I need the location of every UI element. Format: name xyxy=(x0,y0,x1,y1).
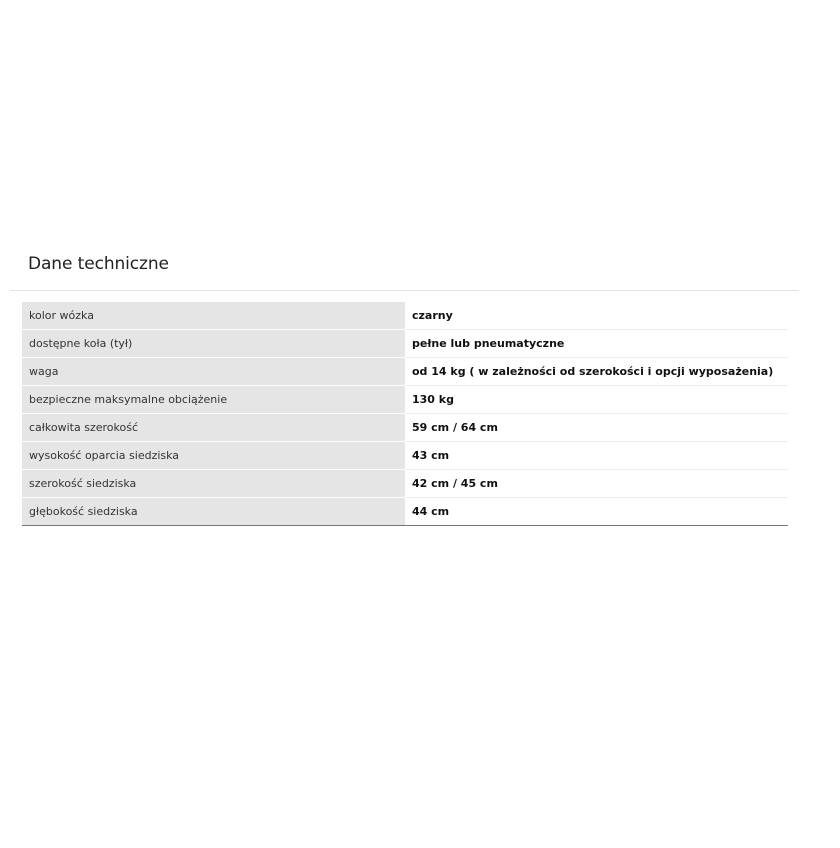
spec-value: pełne lub pneumatyczne xyxy=(405,330,788,358)
spec-label: waga xyxy=(22,358,405,386)
spec-label: kolor wózka xyxy=(22,302,405,330)
spec-row-seat-depth xyxy=(22,498,788,526)
spec-label: dostępne koła (tył) xyxy=(22,330,405,358)
spec-row-max-load xyxy=(22,386,788,414)
spec-row-total-width xyxy=(22,414,788,442)
spec-table xyxy=(22,302,788,526)
spec-value: 59 cm / 64 cm xyxy=(405,414,788,442)
spec-value: 130 kg xyxy=(405,386,788,414)
spec-row-backrest-height xyxy=(22,442,788,470)
spec-row-wheels xyxy=(22,330,788,358)
spec-label: bezpieczne maksymalne obciążenie xyxy=(22,386,405,414)
spec-row-weight xyxy=(22,358,788,386)
spec-label: głębokość siedziska xyxy=(22,498,405,526)
spec-label: całkowita szerokość xyxy=(22,414,405,442)
spec-label: wysokość oparcia siedziska xyxy=(22,442,405,470)
spec-value: 43 cm xyxy=(405,442,788,470)
spec-row-seat-width xyxy=(22,470,788,498)
spec-value: 42 cm / 45 cm xyxy=(405,470,788,498)
spec-label: szerokość siedziska xyxy=(22,470,405,498)
spec-row-color xyxy=(22,302,788,330)
spec-value: od 14 kg ( w zależności od szerokości i opcji wyposażenia) xyxy=(405,358,788,386)
section-divider xyxy=(10,290,799,291)
spec-value: czarny xyxy=(405,302,788,330)
section-title: Dane techniczne xyxy=(28,254,169,274)
spec-value: 44 cm xyxy=(405,498,788,526)
